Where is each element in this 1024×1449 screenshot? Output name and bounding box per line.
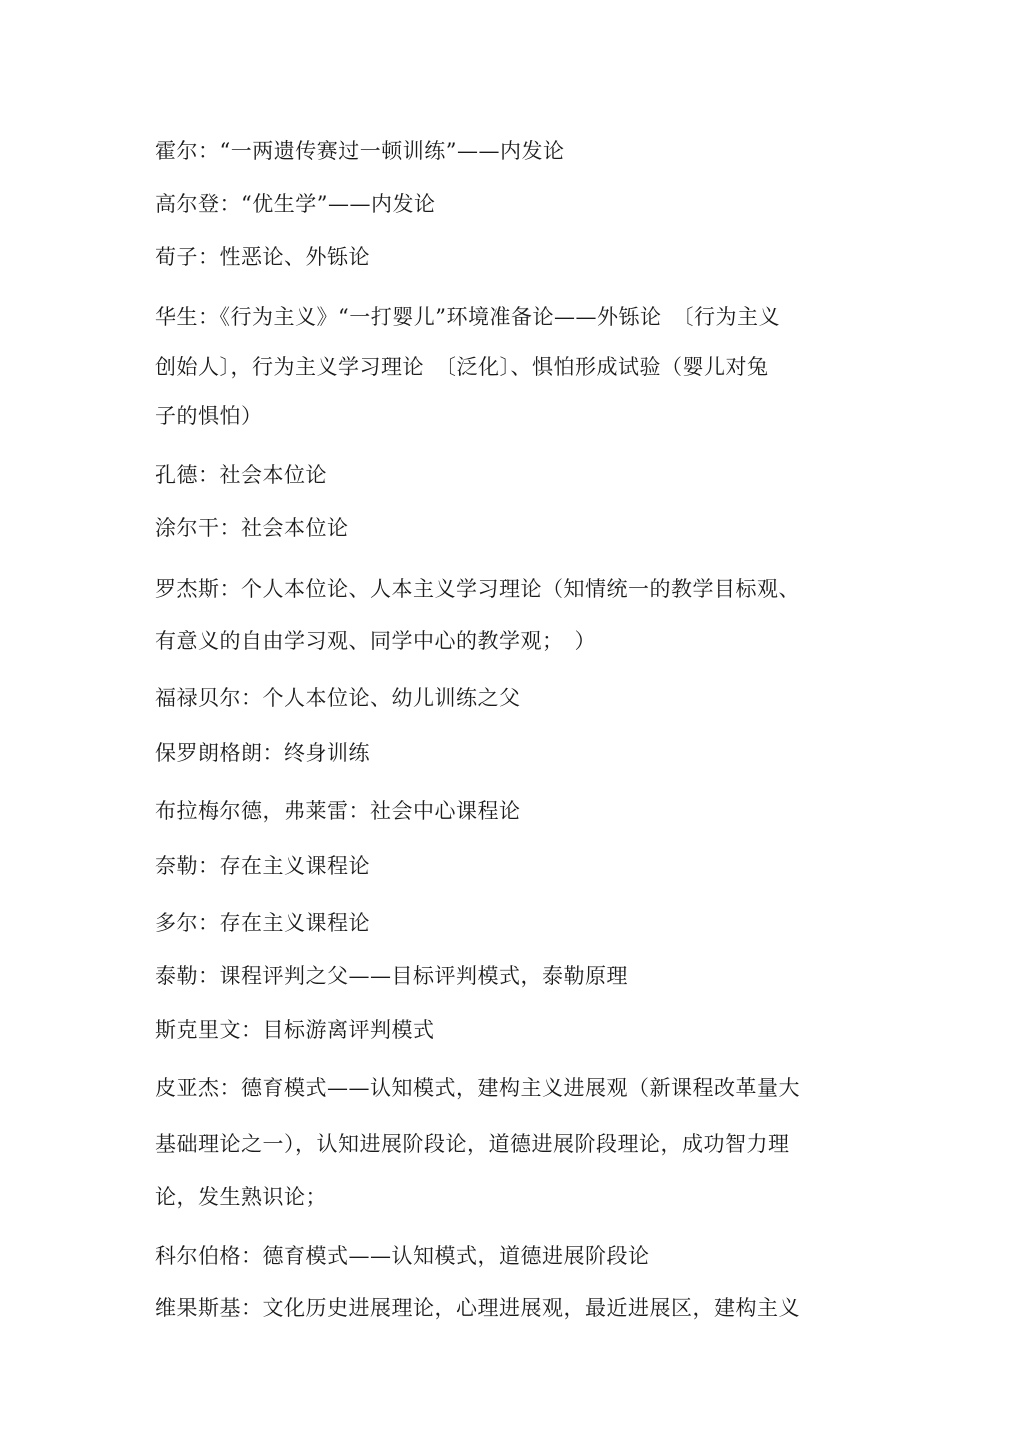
text-line-piaget-2: 基础理论之一），认知进展阶段论，道德进展阶段理论，成功智力理: [155, 1132, 790, 1156]
text-line-scriven: 斯克里文：目标游离评判模式: [155, 1018, 435, 1042]
text-line-watson-1: 华生：《行为主义》“一打婴儿”环境准备论——外铄论 〔行为主义: [155, 305, 780, 329]
text-line-piaget-1: 皮亚杰：德育模式——认知模式，建构主义进展观（新课程改革量大: [155, 1076, 800, 1100]
text-line-brameld-freire: 布拉梅尔德，弗莱雷：社会中心课程论: [155, 799, 521, 823]
text-line-piaget-3: 论，发生熟识论；: [155, 1185, 327, 1209]
text-line-xunzi: 荀子：性恶论、外铄论: [155, 245, 370, 269]
text-line-froebel: 福禄贝尔：个人本位论、幼儿训练之父: [155, 686, 521, 710]
text-line-rogers-2: 有意义的自由学习观、同学中心的教学观； ）: [155, 629, 596, 653]
text-line-doll: 多尔：存在主义课程论: [155, 911, 370, 935]
text-line-rogers-1: 罗杰斯：个人本位论、人本主义学习理论（知情统一的教学目标观、: [155, 577, 800, 601]
text-line-vygotsky: 维果斯基：文化历史进展理论，心理进展观，最近进展区，建构主义: [155, 1296, 800, 1320]
text-line-durkheim: 涂尔干：社会本位论: [155, 516, 349, 540]
text-line-kohlberg: 科尔伯格：德育模式——认知模式，道德进展阶段论: [155, 1244, 650, 1268]
text-line-lengrand: 保罗朗格朗：终身训练: [155, 741, 370, 765]
text-line-hall: 霍尔：“一两遗传赛过一顿训练”——内发论: [155, 139, 565, 163]
text-line-watson-3: 子的惧怕）: [155, 404, 263, 428]
text-line-galton: 高尔登：“优生学”——内发论: [155, 192, 436, 216]
text-line-kneller: 奈勒：存在主义课程论: [155, 854, 370, 878]
text-line-tyler: 泰勒：课程评判之父——目标评判模式，泰勒原理: [155, 964, 628, 988]
text-line-comte: 孔德：社会本位论: [155, 463, 327, 487]
text-line-watson-2: 创始人〕，行为主义学习理论 〔泛化〕、惧怕形成试验（婴儿对兔: [155, 355, 769, 379]
